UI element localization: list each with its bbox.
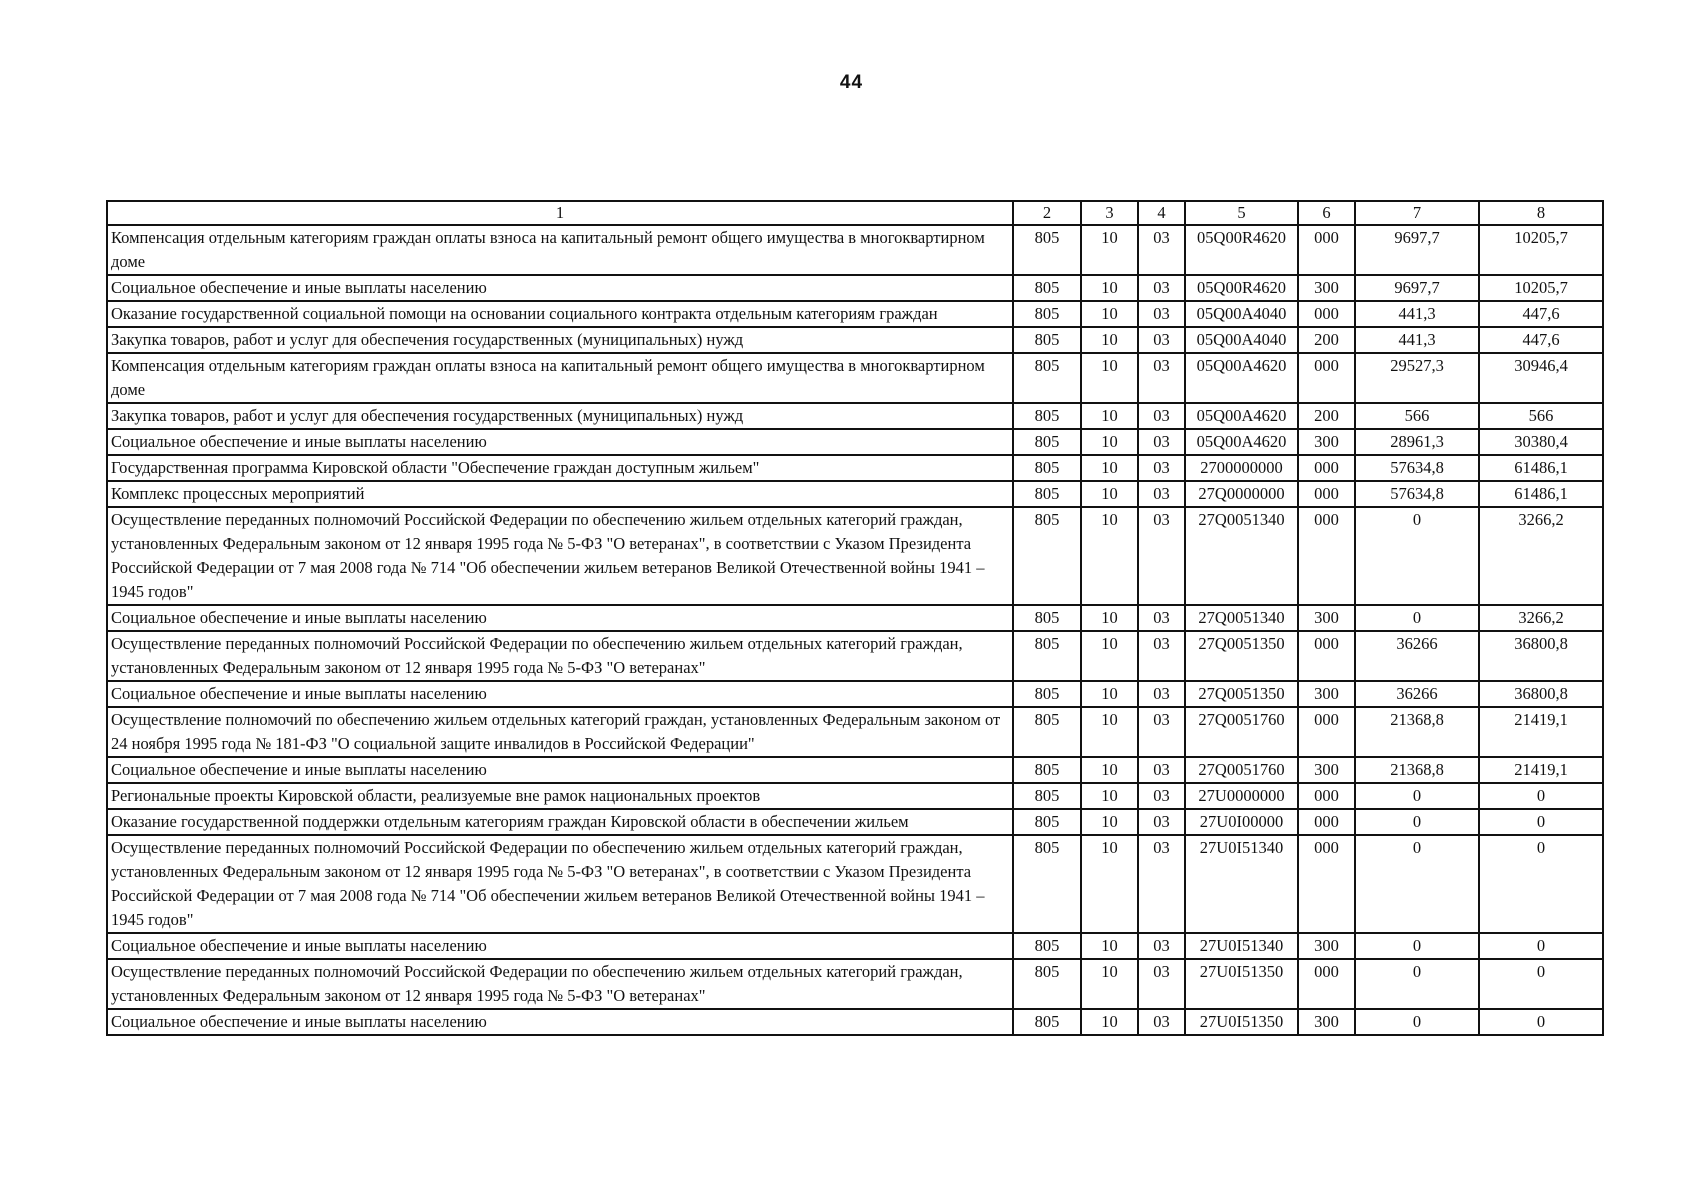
row-value-cell: 200 bbox=[1298, 327, 1355, 353]
table-row bbox=[107, 707, 1603, 757]
row-value-cell: 10 bbox=[1081, 353, 1138, 403]
row-value-cell: 36800,8 bbox=[1479, 631, 1603, 681]
row-value-cell: 03 bbox=[1138, 783, 1185, 809]
row-value-cell: 0 bbox=[1479, 959, 1603, 1009]
table-row bbox=[107, 353, 1603, 403]
table-row bbox=[107, 681, 1603, 707]
row-name-cell: Осуществление переданных полномочий Российской Федерации по обеспечению жильем отдельных категорий граждан, установленных Федеральным законом от 12 января 1995 года № 5-ФЗ "О ветеранах" bbox=[107, 631, 1013, 681]
table-row bbox=[107, 403, 1603, 429]
row-value-cell: 27U0I51340 bbox=[1185, 835, 1298, 933]
row-value-cell: 30946,4 bbox=[1479, 353, 1603, 403]
row-value-cell: 10 bbox=[1081, 403, 1138, 429]
row-name-cell: Социальное обеспечение и иные выплаты населению bbox=[107, 681, 1013, 707]
row-value-cell: 27Q0051340 bbox=[1185, 605, 1298, 631]
row-value-cell: 300 bbox=[1298, 275, 1355, 301]
row-value-cell: 10 bbox=[1081, 959, 1138, 1009]
row-value-cell: 61486,1 bbox=[1479, 455, 1603, 481]
row-name-cell: Комплекс процессных мероприятий bbox=[107, 481, 1013, 507]
header-row bbox=[107, 201, 1603, 225]
row-value-cell: 03 bbox=[1138, 429, 1185, 455]
row-value-cell: 805 bbox=[1013, 681, 1081, 707]
row-value-cell: 566 bbox=[1355, 403, 1479, 429]
row-value-cell: 000 bbox=[1298, 301, 1355, 327]
row-value-cell: 05Q00R4620 bbox=[1185, 275, 1298, 301]
row-value-cell: 0 bbox=[1479, 783, 1603, 809]
header-cell: 1 bbox=[107, 201, 1013, 225]
row-value-cell: 10 bbox=[1081, 481, 1138, 507]
header-cell: 6 bbox=[1298, 201, 1355, 225]
row-value-cell: 27U0I00000 bbox=[1185, 809, 1298, 835]
row-value-cell: 805 bbox=[1013, 301, 1081, 327]
row-name-cell: Осуществление переданных полномочий Российской Федерации по обеспечению жильем отдельных категорий граждан, установленных Федеральным законом от 12 января 1995 года № 5-ФЗ "О ветеранах", в соответствии с Указом Президента Российской Федерации от 7 мая 2008 года № 714 "Об обеспечении жильем ветеранов Великой Отечественной войны 1941 – 1945 годов" bbox=[107, 835, 1013, 933]
table-row bbox=[107, 327, 1603, 353]
row-value-cell: 36266 bbox=[1355, 631, 1479, 681]
row-value-cell: 10 bbox=[1081, 809, 1138, 835]
row-name-cell: Компенсация отдельным категориям граждан оплаты взноса на капитальный ремонт общего имущества в многоквартирном доме bbox=[107, 353, 1013, 403]
table-row bbox=[107, 301, 1603, 327]
row-value-cell: 000 bbox=[1298, 707, 1355, 757]
row-value-cell: 03 bbox=[1138, 631, 1185, 681]
row-name-cell: Оказание государственной поддержки отдельным категориям граждан Кировской области в обеспечении жильем bbox=[107, 809, 1013, 835]
row-name-cell: Закупка товаров, работ и услуг для обеспечения государственных (муниципальных) нужд bbox=[107, 403, 1013, 429]
row-value-cell: 805 bbox=[1013, 225, 1081, 275]
row-value-cell: 10205,7 bbox=[1479, 275, 1603, 301]
row-value-cell: 10 bbox=[1081, 429, 1138, 455]
row-value-cell: 805 bbox=[1013, 835, 1081, 933]
row-name-cell: Социальное обеспечение и иные выплаты населению bbox=[107, 1009, 1013, 1035]
row-value-cell: 10 bbox=[1081, 757, 1138, 783]
row-name-cell: Осуществление полномочий по обеспечению жильем отдельных категорий граждан, установленных Федеральным законом от 24 ноября 1995 года № 181-ФЗ "О социальной защите инвалидов в Российской Федерации" bbox=[107, 707, 1013, 757]
row-value-cell: 0 bbox=[1355, 835, 1479, 933]
row-value-cell: 27U0I51340 bbox=[1185, 933, 1298, 959]
header-cell: 8 bbox=[1479, 201, 1603, 225]
table-row bbox=[107, 1009, 1603, 1035]
table-row bbox=[107, 631, 1603, 681]
row-value-cell: 10 bbox=[1081, 275, 1138, 301]
row-value-cell: 0 bbox=[1355, 809, 1479, 835]
row-value-cell: 000 bbox=[1298, 809, 1355, 835]
table-row bbox=[107, 275, 1603, 301]
row-value-cell: 805 bbox=[1013, 429, 1081, 455]
row-value-cell: 10 bbox=[1081, 681, 1138, 707]
row-value-cell: 03 bbox=[1138, 507, 1185, 605]
row-value-cell: 05Q00R4620 bbox=[1185, 225, 1298, 275]
row-value-cell: 05Q00A4040 bbox=[1185, 327, 1298, 353]
row-value-cell: 805 bbox=[1013, 809, 1081, 835]
table-row bbox=[107, 809, 1603, 835]
row-value-cell: 441,3 bbox=[1355, 327, 1479, 353]
row-value-cell: 30380,4 bbox=[1479, 429, 1603, 455]
budget-table bbox=[106, 200, 1604, 1036]
header-cell: 2 bbox=[1013, 201, 1081, 225]
row-value-cell: 10205,7 bbox=[1479, 225, 1603, 275]
row-value-cell: 0 bbox=[1355, 783, 1479, 809]
row-value-cell: 441,3 bbox=[1355, 301, 1479, 327]
row-value-cell: 27U0I51350 bbox=[1185, 1009, 1298, 1035]
row-value-cell: 0 bbox=[1479, 1009, 1603, 1035]
row-value-cell: 03 bbox=[1138, 225, 1185, 275]
row-name-cell: Осуществление переданных полномочий Российской Федерации по обеспечению жильем отдельных категорий граждан, установленных Федеральным законом от 12 января 1995 года № 5-ФЗ "О ветеранах" bbox=[107, 959, 1013, 1009]
row-value-cell: 05Q00A4620 bbox=[1185, 429, 1298, 455]
row-value-cell: 300 bbox=[1298, 757, 1355, 783]
row-value-cell: 57634,8 bbox=[1355, 481, 1479, 507]
row-value-cell: 03 bbox=[1138, 1009, 1185, 1035]
row-value-cell: 0 bbox=[1479, 809, 1603, 835]
row-value-cell: 03 bbox=[1138, 959, 1185, 1009]
row-value-cell: 805 bbox=[1013, 507, 1081, 605]
row-value-cell: 000 bbox=[1298, 631, 1355, 681]
row-value-cell: 10 bbox=[1081, 1009, 1138, 1035]
row-value-cell: 805 bbox=[1013, 327, 1081, 353]
table-row bbox=[107, 757, 1603, 783]
row-value-cell: 27Q0000000 bbox=[1185, 481, 1298, 507]
row-value-cell: 2700000000 bbox=[1185, 455, 1298, 481]
row-value-cell: 805 bbox=[1013, 605, 1081, 631]
row-value-cell: 805 bbox=[1013, 481, 1081, 507]
row-value-cell: 805 bbox=[1013, 403, 1081, 429]
row-value-cell: 805 bbox=[1013, 933, 1081, 959]
row-value-cell: 27U0000000 bbox=[1185, 783, 1298, 809]
row-value-cell: 05Q00A4620 bbox=[1185, 403, 1298, 429]
row-value-cell: 21368,8 bbox=[1355, 757, 1479, 783]
row-value-cell: 0 bbox=[1355, 507, 1479, 605]
row-value-cell: 03 bbox=[1138, 809, 1185, 835]
table-row bbox=[107, 429, 1603, 455]
row-value-cell: 27Q0051760 bbox=[1185, 707, 1298, 757]
row-value-cell: 10 bbox=[1081, 605, 1138, 631]
row-value-cell: 000 bbox=[1298, 481, 1355, 507]
row-value-cell: 61486,1 bbox=[1479, 481, 1603, 507]
row-value-cell: 21368,8 bbox=[1355, 707, 1479, 757]
row-value-cell: 10 bbox=[1081, 835, 1138, 933]
header-cell: 4 bbox=[1138, 201, 1185, 225]
row-value-cell: 10 bbox=[1081, 327, 1138, 353]
header-cell: 7 bbox=[1355, 201, 1479, 225]
row-value-cell: 000 bbox=[1298, 835, 1355, 933]
row-value-cell: 10 bbox=[1081, 631, 1138, 681]
row-value-cell: 805 bbox=[1013, 783, 1081, 809]
row-value-cell: 10 bbox=[1081, 707, 1138, 757]
table-row bbox=[107, 783, 1603, 809]
row-value-cell: 03 bbox=[1138, 681, 1185, 707]
row-name-cell: Осуществление переданных полномочий Российской Федерации по обеспечению жильем отдельных категорий граждан, установленных Федеральным законом от 12 января 1995 года № 5-ФЗ "О ветеранах", в соответствии с Указом Президента Российской Федерации от 7 мая 2008 года № 714 "Об обеспечении жильем ветеранов Великой Отечественной войны 1941 – 1945 годов" bbox=[107, 507, 1013, 605]
header-cell: 5 bbox=[1185, 201, 1298, 225]
table-row bbox=[107, 959, 1603, 1009]
page-number: 44 bbox=[839, 72, 864, 93]
table-row bbox=[107, 933, 1603, 959]
row-value-cell: 9697,7 bbox=[1355, 225, 1479, 275]
row-value-cell: 36266 bbox=[1355, 681, 1479, 707]
row-value-cell: 28961,3 bbox=[1355, 429, 1479, 455]
row-value-cell: 805 bbox=[1013, 757, 1081, 783]
row-value-cell: 03 bbox=[1138, 327, 1185, 353]
row-value-cell: 447,6 bbox=[1479, 301, 1603, 327]
row-value-cell: 03 bbox=[1138, 455, 1185, 481]
header-cell: 3 bbox=[1081, 201, 1138, 225]
row-value-cell: 03 bbox=[1138, 275, 1185, 301]
row-value-cell: 000 bbox=[1298, 353, 1355, 403]
row-value-cell: 0 bbox=[1355, 933, 1479, 959]
row-value-cell: 03 bbox=[1138, 301, 1185, 327]
row-name-cell: Социальное обеспечение и иные выплаты населению bbox=[107, 429, 1013, 455]
row-value-cell: 21419,1 bbox=[1479, 757, 1603, 783]
row-name-cell: Социальное обеспечение и иные выплаты населению bbox=[107, 275, 1013, 301]
row-name-cell: Социальное обеспечение и иные выплаты населению bbox=[107, 933, 1013, 959]
table-row bbox=[107, 507, 1603, 605]
row-value-cell: 05Q00A4620 bbox=[1185, 353, 1298, 403]
table-row bbox=[107, 225, 1603, 275]
row-value-cell: 03 bbox=[1138, 835, 1185, 933]
row-value-cell: 57634,8 bbox=[1355, 455, 1479, 481]
row-value-cell: 300 bbox=[1298, 681, 1355, 707]
row-value-cell: 10 bbox=[1081, 783, 1138, 809]
row-value-cell: 21419,1 bbox=[1479, 707, 1603, 757]
row-value-cell: 9697,7 bbox=[1355, 275, 1479, 301]
row-value-cell: 36800,8 bbox=[1479, 681, 1603, 707]
row-value-cell: 805 bbox=[1013, 275, 1081, 301]
row-value-cell: 10 bbox=[1081, 301, 1138, 327]
row-value-cell: 566 bbox=[1479, 403, 1603, 429]
row-value-cell: 29527,3 bbox=[1355, 353, 1479, 403]
row-value-cell: 000 bbox=[1298, 225, 1355, 275]
row-value-cell: 05Q00A4040 bbox=[1185, 301, 1298, 327]
row-value-cell: 27Q0051340 bbox=[1185, 507, 1298, 605]
row-value-cell: 10 bbox=[1081, 507, 1138, 605]
row-value-cell: 0 bbox=[1479, 933, 1603, 959]
row-value-cell: 03 bbox=[1138, 481, 1185, 507]
row-value-cell: 03 bbox=[1138, 933, 1185, 959]
row-value-cell: 03 bbox=[1138, 605, 1185, 631]
row-value-cell: 200 bbox=[1298, 403, 1355, 429]
row-value-cell: 300 bbox=[1298, 933, 1355, 959]
row-value-cell: 0 bbox=[1355, 959, 1479, 1009]
table-row bbox=[107, 835, 1603, 933]
row-value-cell: 3266,2 bbox=[1479, 507, 1603, 605]
row-value-cell: 03 bbox=[1138, 707, 1185, 757]
row-value-cell: 805 bbox=[1013, 353, 1081, 403]
row-value-cell: 0 bbox=[1479, 835, 1603, 933]
row-name-cell: Закупка товаров, работ и услуг для обеспечения государственных (муниципальных) нужд bbox=[107, 327, 1013, 353]
row-value-cell: 03 bbox=[1138, 403, 1185, 429]
row-value-cell: 805 bbox=[1013, 959, 1081, 1009]
row-value-cell: 805 bbox=[1013, 631, 1081, 681]
row-name-cell: Региональные проекты Кировской области, реализуемые вне рамок национальных проектов bbox=[107, 783, 1013, 809]
row-value-cell: 805 bbox=[1013, 707, 1081, 757]
row-value-cell: 03 bbox=[1138, 353, 1185, 403]
row-value-cell: 805 bbox=[1013, 1009, 1081, 1035]
row-value-cell: 10 bbox=[1081, 933, 1138, 959]
row-value-cell: 447,6 bbox=[1479, 327, 1603, 353]
row-value-cell: 0 bbox=[1355, 1009, 1479, 1035]
table-row bbox=[107, 455, 1603, 481]
row-value-cell: 000 bbox=[1298, 959, 1355, 1009]
row-value-cell: 27Q0051760 bbox=[1185, 757, 1298, 783]
row-value-cell: 27Q0051350 bbox=[1185, 631, 1298, 681]
row-name-cell: Оказание государственной социальной помощи на основании социального контракта отдельным категориям граждан bbox=[107, 301, 1013, 327]
row-value-cell: 000 bbox=[1298, 507, 1355, 605]
table-body bbox=[107, 225, 1603, 1035]
row-value-cell: 27U0I51350 bbox=[1185, 959, 1298, 1009]
row-name-cell: Компенсация отдельным категориям граждан оплаты взноса на капитальный ремонт общего имущества в многоквартирном доме bbox=[107, 225, 1013, 275]
table-row bbox=[107, 481, 1603, 507]
row-value-cell: 3266,2 bbox=[1479, 605, 1603, 631]
row-value-cell: 10 bbox=[1081, 455, 1138, 481]
row-value-cell: 03 bbox=[1138, 757, 1185, 783]
row-value-cell: 27Q0051350 bbox=[1185, 681, 1298, 707]
table-row bbox=[107, 605, 1603, 631]
row-value-cell: 300 bbox=[1298, 605, 1355, 631]
row-name-cell: Социальное обеспечение и иные выплаты населению bbox=[107, 605, 1013, 631]
row-value-cell: 805 bbox=[1013, 455, 1081, 481]
row-name-cell: Государственная программа Кировской области "Обеспечение граждан доступным жильем" bbox=[107, 455, 1013, 481]
row-value-cell: 300 bbox=[1298, 1009, 1355, 1035]
row-name-cell: Социальное обеспечение и иные выплаты населению bbox=[107, 757, 1013, 783]
row-value-cell: 0 bbox=[1355, 605, 1479, 631]
row-value-cell: 000 bbox=[1298, 455, 1355, 481]
row-value-cell: 000 bbox=[1298, 783, 1355, 809]
row-value-cell: 10 bbox=[1081, 225, 1138, 275]
row-value-cell: 300 bbox=[1298, 429, 1355, 455]
